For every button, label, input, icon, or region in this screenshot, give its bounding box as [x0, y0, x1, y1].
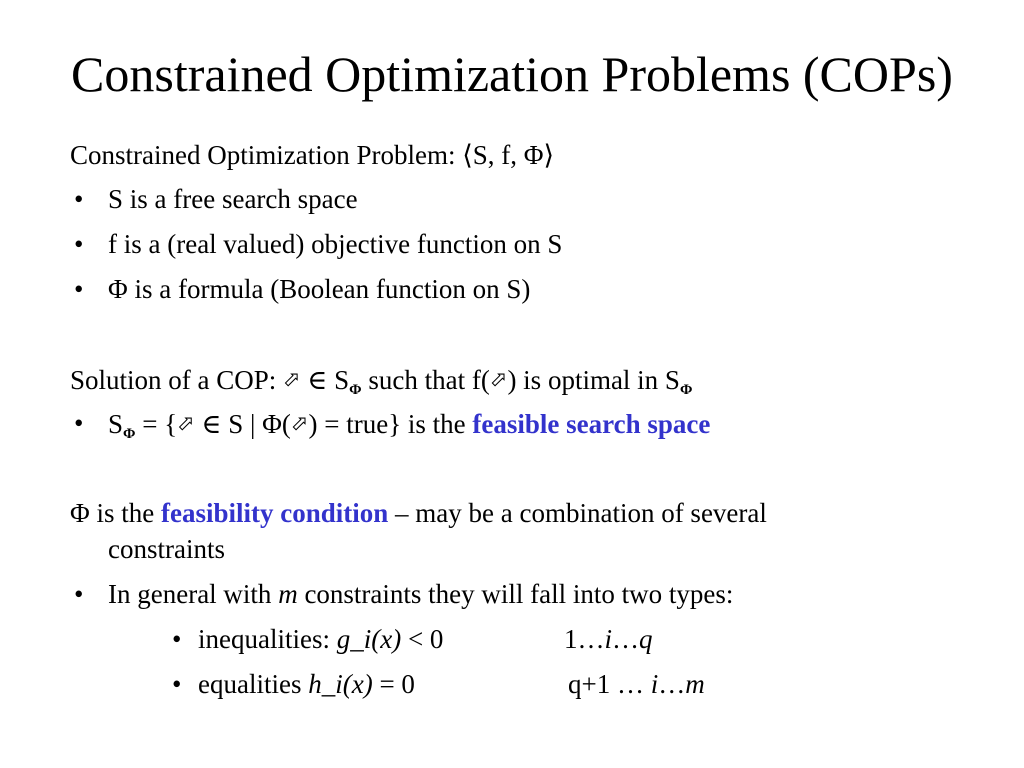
feasibility-condition-highlight: feasibility condition [160, 498, 389, 528]
slide-title: Constrained Optimization Problems (COPs) [71, 46, 953, 102]
feasible-part1: = { [142, 409, 178, 439]
general-text-after: constraints they will fall into two types: [297, 579, 734, 609]
var-m: m [278, 579, 298, 609]
bullet: • [74, 579, 84, 609]
inequalities-line [198, 622, 443, 656]
inequalities-range [564, 622, 653, 656]
solution-middle: such that f( [368, 365, 490, 395]
inequalities-label: inequalities: [198, 624, 337, 654]
range-mid: … [658, 669, 686, 699]
feasibility-rest: – may be a combination of several [388, 498, 767, 528]
set-subscript: Φ [679, 382, 693, 398]
range-var: i [604, 624, 613, 654]
inequality-expression: g_i(x) [336, 624, 402, 654]
feasible-part3: ) = true} is the [308, 409, 473, 439]
equality-expression: h_i(x) [308, 669, 373, 699]
set-name: S [334, 365, 350, 395]
general-constraints-line [108, 577, 733, 611]
equalities-line [198, 667, 415, 701]
equality-operator: = 0 [372, 669, 415, 699]
range-end: m [685, 669, 705, 699]
sub-bullet: • [172, 669, 182, 699]
solution-prefix: Solution of a COP: [70, 365, 284, 395]
range-end: q [639, 624, 653, 654]
element-of-symbol: ∈ [307, 365, 328, 395]
set-subscript: Φ [123, 426, 136, 442]
feasibility-prefix: Φ is the [70, 498, 161, 528]
range-start: q+1 … [568, 669, 651, 699]
set-subscript: Φ [349, 382, 362, 398]
bullet: • [74, 408, 84, 438]
list-item-search-space: S is a free search space [108, 184, 358, 214]
bullet: • [74, 229, 84, 259]
sub-bullet: • [172, 624, 182, 654]
bullet: • [74, 274, 84, 304]
feasible-search-space-highlight: feasible search space [472, 409, 711, 439]
equalities-range [568, 667, 705, 701]
feasible-space-line [108, 406, 710, 441]
list-item-formula: Φ is a formula (Boolean function on S) [108, 274, 531, 304]
solution-line [70, 362, 692, 397]
vector-arrow-icon: ⬀ [283, 367, 301, 391]
feasibility-line [70, 496, 767, 530]
general-text-before: In general with [108, 579, 279, 609]
bullet: • [74, 184, 84, 214]
equalities-label: equalities [198, 669, 309, 699]
list-item-objective: f is a (real valued) objective function on S [108, 229, 563, 259]
cop-definition: Constrained Optimization Problem: ⟨S, f, Φ⟩ [70, 140, 555, 170]
vector-arrow-icon: ⬀ [489, 367, 508, 391]
range-mid: … [612, 624, 640, 654]
inequality-operator: < 0 [401, 624, 444, 654]
vector-arrow-icon: ⬀ [290, 411, 309, 435]
range-var: i [650, 669, 659, 699]
feasible-part2: ∈ S | Φ( [194, 409, 291, 439]
range-start: 1… [564, 624, 605, 654]
set-name: S [108, 409, 124, 439]
solution-end: ) is optimal in S [507, 365, 680, 395]
vector-arrow-icon: ⬀ [177, 411, 195, 435]
feasibility-continuation: constraints [108, 534, 225, 564]
